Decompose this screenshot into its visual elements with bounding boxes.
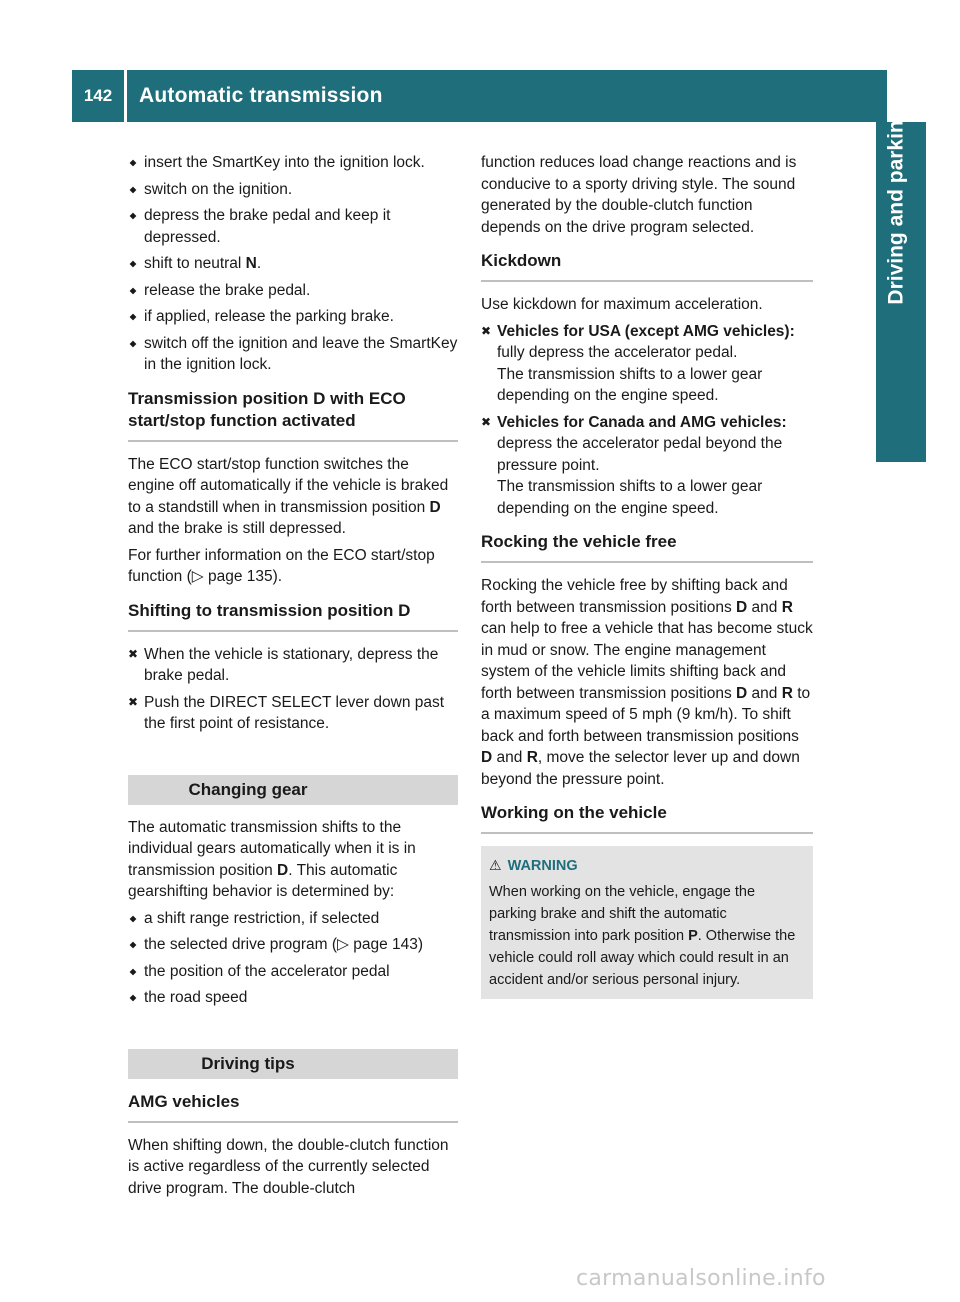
list-item: depress the brake pedal and keep it depressed. <box>128 205 458 248</box>
list-item: ✖ Vehicles for USA (except AMG vehicles): fully depress the accelerator pedal. The transmission shifts to a lower gear depending on the engine speed. <box>481 321 813 407</box>
list-item: switch on the ignition. <box>128 179 458 201</box>
right-column <box>481 152 813 999</box>
rocking-paragraph: Rocking the vehicle free by shifting back and forth between transmission positions D and R can help to free a vehicle that has become stuck in mud or snow. The engine management system of the vehicle limits shifting back and forth between transmission positions D and R to a maximum speed of 5 mph (9 km/h). To shift back and forth between transmission positions D and R, move the selector lever up and down beyond the pressure point. <box>481 577 813 788</box>
kickdown-paragraph: Use kickdown for maximum acceleration. <box>481 296 763 313</box>
warning-text: When working on the vehicle, engage the parking brake and shift the automatic transmission into park position P. Otherwise the vehicle could roll away which could result in an accident and/or serious personal injury. <box>489 884 796 988</box>
list-item: if applied, release the parking brake. <box>128 306 458 328</box>
heading-shift: Shifting to transmission position D <box>128 600 458 632</box>
heading-amg: AMG vehicles <box>128 1091 458 1123</box>
side-square <box>876 414 926 462</box>
page-header <box>72 70 887 122</box>
list-item: ✖ Vehicles for Canada and AMG vehicles: depress the accelerator pedal beyond the pressure point. The transmission shifts to a lower gear depending on the engine speed. <box>481 412 813 520</box>
eco-reference: For further information on the ECO start/stop function (▷ page 135). <box>128 546 435 585</box>
section-changing-gear: Changing gear <box>128 775 458 805</box>
changing-bullets <box>128 908 458 1009</box>
watermark: carmanualsonline.info <box>576 1266 826 1291</box>
eco-paragraph: The ECO start/stop function switches the engine off automatically if the vehicle is braked to a standstill when in transmission position D and the brake is still depressed. <box>128 455 449 537</box>
continued-paragraph: function reduces load change reactions and is conducive to a sporty driving style. The sound generated by the double-clutch function depends on the drive program selected. <box>481 154 797 236</box>
list-item: a shift range restriction, if selected <box>128 908 458 930</box>
changing-paragraph: The automatic transmission shifts to the individual gears automatically when it is in transmission position D. This automatic gearshifting behavior is determined by: <box>128 818 416 900</box>
page-number: 142 <box>83 86 113 106</box>
list-item: switch off the ignition and leave the SmartKey in the ignition lock. <box>128 333 458 376</box>
heading-working: Working on the vehicle <box>481 802 813 834</box>
list-item: shift to neutral N. <box>128 253 458 275</box>
chapter-title: Automatic transmission <box>139 84 383 108</box>
warning-triangle-icon: ⚠ <box>489 857 502 873</box>
heading-rocking: Rocking the vehicle free <box>481 531 813 563</box>
heading-kickdown: Kickdown <box>481 250 813 282</box>
heading-eco: Transmission position D with ECO start/stop function activated <box>128 388 458 442</box>
section-driving-tips: Driving tips <box>128 1049 458 1079</box>
warning-title: ⚠ WARNING <box>489 857 578 874</box>
list-item: release the brake pedal. <box>128 280 458 302</box>
amg-paragraph: When shifting down, the double-clutch function is active regardless of the currently selected drive program. The double-clutch <box>128 1136 449 1197</box>
bullet-list-steps <box>128 152 458 376</box>
shift-actions <box>128 644 458 735</box>
list-item: ✖ When the vehicle is stationary, depress the brake pedal. <box>128 644 458 687</box>
side-tab-label: Driving and parking <box>884 107 908 305</box>
warning-box <box>481 846 813 999</box>
list-item: the selected drive program (▷ page 143) <box>128 934 458 956</box>
list-item: ✖ Push the DIRECT SELECT lever down past the first point of resistance. <box>128 692 458 735</box>
list-item: the road speed <box>128 987 458 1009</box>
left-column <box>128 152 458 1204</box>
list-item: the position of the accelerator pedal <box>128 961 458 983</box>
list-item: insert the SmartKey into the ignition lock. <box>128 152 458 174</box>
kickdown-actions <box>481 321 813 520</box>
